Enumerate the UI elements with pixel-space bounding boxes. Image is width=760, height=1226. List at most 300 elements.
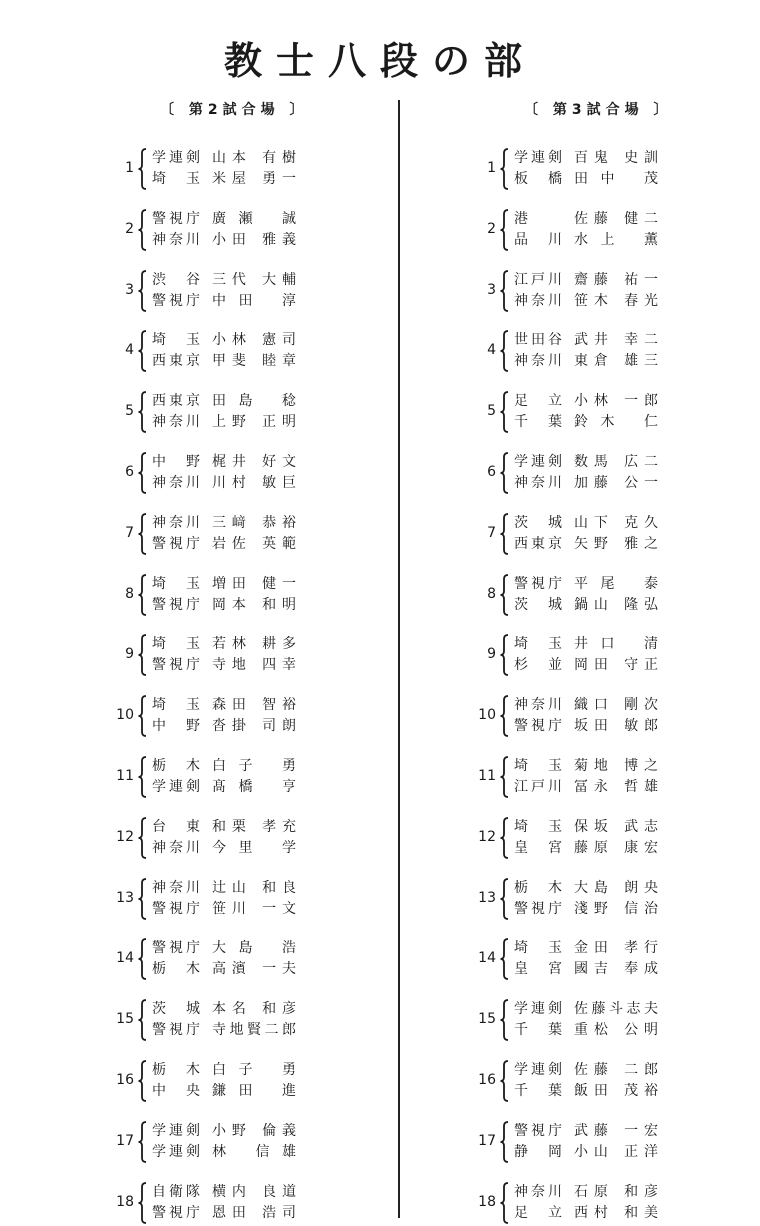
competitor-top xyxy=(152,1121,300,1141)
match-entry xyxy=(466,938,662,982)
competitor-name: 武井 幸二 xyxy=(574,332,658,348)
competitor-top xyxy=(514,695,662,715)
competitor-top xyxy=(152,391,300,411)
bracket-brace-icon xyxy=(138,391,147,433)
match-entry xyxy=(104,634,300,678)
bracket-brace-icon xyxy=(500,1182,509,1224)
competitor-affiliation: 警視庁 xyxy=(514,576,562,592)
competitor-affiliation: 神奈川 xyxy=(514,697,562,713)
competitor-affiliation: 江戸川 xyxy=(514,272,562,288)
match-entry xyxy=(104,574,300,618)
competitor-top xyxy=(152,1182,300,1202)
match-number: 8 xyxy=(487,586,496,602)
competitor-top xyxy=(514,330,662,350)
competitor-affiliation: 学連剣 xyxy=(514,454,562,470)
match-entry xyxy=(104,148,300,192)
competitor-affiliation: 警視庁 xyxy=(152,597,200,613)
competitor-name: 大島 浩 xyxy=(212,940,296,956)
competitor-name: 冨永 哲雄 xyxy=(574,779,658,795)
competitor-top xyxy=(514,1121,662,1141)
competitor-name: 小野 倫義 xyxy=(212,1123,296,1139)
competitor-bottom xyxy=(514,959,662,979)
match-number: 7 xyxy=(125,525,134,541)
match-number: 15 xyxy=(116,1011,134,1027)
competitor-bottom xyxy=(152,412,300,432)
competitor-affiliation: 学連剣 xyxy=(152,1144,200,1160)
competitor-top xyxy=(152,270,300,290)
bracket-brace-icon xyxy=(500,148,509,190)
competitor-name: 和栗 孝充 xyxy=(212,819,296,835)
match-entry xyxy=(104,513,300,557)
match-entry xyxy=(466,513,662,557)
competitor-bottom xyxy=(514,655,662,675)
competitor-bottom xyxy=(152,473,300,493)
competitor-affiliation: 神奈川 xyxy=(514,475,562,491)
competitor-top xyxy=(514,574,662,594)
competitor-name: 寺地賢二郎 xyxy=(212,1022,296,1038)
match-number: 17 xyxy=(116,1133,134,1149)
competitor-top xyxy=(514,634,662,654)
competitor-affiliation: 西東京 xyxy=(514,536,562,552)
bracket-brace-icon xyxy=(138,209,147,251)
competitor-top xyxy=(152,695,300,715)
competitor-name: 加藤 公一 xyxy=(574,475,658,491)
competitor-affiliation: 茨 城 xyxy=(514,515,562,531)
bracket-brace-icon xyxy=(500,209,509,251)
match-entry xyxy=(466,999,662,1043)
match-number: 9 xyxy=(125,646,134,662)
competitor-name: 矢野 雅之 xyxy=(574,536,658,552)
competitor-affiliation: 品 川 xyxy=(514,232,562,248)
competitor-name: 白子 勇 xyxy=(212,1062,296,1078)
competitor-bottom xyxy=(152,716,300,736)
competitor-affiliation: 神奈川 xyxy=(152,840,200,856)
competitor-affiliation: 港 xyxy=(514,211,528,227)
competitor-top xyxy=(152,756,300,776)
match-number: 11 xyxy=(116,768,134,784)
bracket-brace-icon xyxy=(500,574,509,616)
match-entry xyxy=(466,391,662,435)
column-divider xyxy=(398,100,400,1218)
match-entry xyxy=(466,452,662,496)
match-entry xyxy=(466,878,662,922)
competitor-name: 林 信雄 xyxy=(212,1144,296,1160)
competitor-bottom xyxy=(152,959,300,979)
competitor-bottom xyxy=(514,716,662,736)
competitor-name: 廣瀬 誠 xyxy=(212,211,296,227)
bracket-brace-icon xyxy=(138,330,147,372)
competitor-name: 田中 茂 xyxy=(574,171,658,187)
competitor-affiliation: 警視庁 xyxy=(514,718,562,734)
match-entry xyxy=(466,756,662,800)
competitor-name: 田島 稔 xyxy=(212,393,296,409)
match-entry xyxy=(104,1182,300,1226)
competitor-top xyxy=(152,817,300,837)
match-entry xyxy=(466,270,662,314)
competitor-name: 織口 剛次 xyxy=(574,697,658,713)
competitor-bottom xyxy=(514,169,662,189)
bracket-brace-icon xyxy=(138,1121,147,1163)
match-entry xyxy=(466,1060,662,1104)
match-number: 5 xyxy=(487,403,496,419)
competitor-affiliation: 学連剣 xyxy=(152,150,200,166)
competitor-name: 岡本 和明 xyxy=(212,597,296,613)
competitor-affiliation: 静 岡 xyxy=(514,1144,562,1160)
competitor-affiliation: 埼 玉 xyxy=(514,940,562,956)
competitor-affiliation: 警視庁 xyxy=(152,1022,200,1038)
competitor-affiliation: 警視庁 xyxy=(152,536,200,552)
bracket-brace-icon xyxy=(500,1060,509,1102)
competitor-affiliation: 台 東 xyxy=(152,819,200,835)
competitor-affiliation: 警視庁 xyxy=(152,211,200,227)
competitor-name: 本名 和彦 xyxy=(212,1001,296,1017)
competitor-name: 中田 淳 xyxy=(212,293,296,309)
competitor-bottom xyxy=(514,351,662,371)
competitor-name: 若林 耕多 xyxy=(212,636,296,652)
competitor-affiliation: 埼 玉 xyxy=(152,636,200,652)
competitor-affiliation: 神奈川 xyxy=(514,293,562,309)
match-number: 10 xyxy=(478,707,496,723)
match-number: 4 xyxy=(487,342,496,358)
competitor-top xyxy=(514,1182,662,1202)
bracket-brace-icon xyxy=(138,1182,147,1224)
competitor-affiliation: 板 橋 xyxy=(514,171,562,187)
match-number: 16 xyxy=(116,1072,134,1088)
competitor-affiliation: 学連剣 xyxy=(514,1001,562,1017)
competitor-top xyxy=(152,938,300,958)
bracket-brace-icon xyxy=(138,817,147,859)
competitor-name: 石原 和彦 xyxy=(574,1184,658,1200)
competitor-name: 東倉 雄三 xyxy=(574,353,658,369)
competitor-name: 武藤 一宏 xyxy=(574,1123,658,1139)
bracket-brace-icon xyxy=(500,452,509,494)
match-number: 18 xyxy=(478,1194,496,1210)
match-number: 8 xyxy=(125,586,134,602)
competitor-top xyxy=(514,817,662,837)
competitor-affiliation: 千 葉 xyxy=(514,1022,562,1038)
match-number: 6 xyxy=(125,464,134,480)
match-number: 3 xyxy=(487,282,496,298)
match-entry xyxy=(104,878,300,922)
competitor-name: 鈴木 仁 xyxy=(574,414,658,430)
match-number: 13 xyxy=(116,890,134,906)
match-entry xyxy=(104,330,300,374)
competitor-name: 今里 学 xyxy=(212,840,296,856)
competitor-name: 笹川 一文 xyxy=(212,901,296,917)
match-number: 18 xyxy=(116,1194,134,1210)
competitor-name: 齋藤 祐一 xyxy=(574,272,658,288)
competitor-name: 藤原 康宏 xyxy=(574,840,658,856)
competitor-bottom xyxy=(514,777,662,797)
match-entry xyxy=(466,634,662,678)
competitor-affiliation: 茨 城 xyxy=(514,597,562,613)
match-entry xyxy=(466,695,662,739)
match-entry xyxy=(466,574,662,618)
competitor-name: 増田 健一 xyxy=(212,576,296,592)
match-entry xyxy=(104,756,300,800)
competitor-bottom xyxy=(514,1081,662,1101)
competitor-affiliation: 埼 玉 xyxy=(152,332,200,348)
competitor-top xyxy=(152,148,300,168)
competitor-bottom xyxy=(152,534,300,554)
competitor-affiliation: 栃 木 xyxy=(514,880,562,896)
competitor-name: 辻山 和良 xyxy=(212,880,296,896)
match-entry xyxy=(104,391,300,435)
competitor-bottom xyxy=(514,291,662,311)
bracket-brace-icon xyxy=(500,938,509,980)
match-number: 16 xyxy=(478,1072,496,1088)
match-entry xyxy=(466,1182,662,1226)
competitor-top xyxy=(152,878,300,898)
competitor-affiliation: 警視庁 xyxy=(514,901,562,917)
competitor-name: 岡田 守正 xyxy=(574,657,658,673)
competitor-name: 沓掛 司朗 xyxy=(212,718,296,734)
competitor-affiliation: 西東京 xyxy=(152,353,200,369)
bracket-brace-icon xyxy=(500,695,509,737)
match-entry xyxy=(104,209,300,253)
competitor-affiliation: 神奈川 xyxy=(152,232,200,248)
competitor-name: 川村 敏巨 xyxy=(212,475,296,491)
competitor-top xyxy=(152,209,300,229)
competitor-bottom xyxy=(514,412,662,432)
competitor-top xyxy=(514,148,662,168)
competitor-affiliation: 神奈川 xyxy=(514,1184,562,1200)
competitor-name: 小田 雅義 xyxy=(212,232,296,248)
competitor-bottom xyxy=(514,230,662,250)
competitor-name: 菊地 博之 xyxy=(574,758,658,774)
competitor-name: 高濱 一夫 xyxy=(212,961,296,977)
competitor-affiliation: 警視庁 xyxy=(152,293,200,309)
competitor-name: 水上 薫 xyxy=(574,232,658,248)
match-entry xyxy=(104,817,300,861)
competitor-top xyxy=(152,634,300,654)
bracket-brace-icon xyxy=(138,1060,147,1102)
competitor-affiliation: 神奈川 xyxy=(152,414,200,430)
competitor-name: 山下 克久 xyxy=(574,515,658,531)
match-number: 11 xyxy=(478,768,496,784)
match-number: 1 xyxy=(487,160,496,176)
competitor-bottom xyxy=(152,838,300,858)
competitor-affiliation: 世田谷 xyxy=(514,332,562,348)
competitor-affiliation: 茨 城 xyxy=(152,1001,200,1017)
competitor-name: 重松 公明 xyxy=(574,1022,658,1038)
competitor-bottom xyxy=(514,534,662,554)
competitor-name: 甲斐 睦章 xyxy=(212,353,296,369)
competitor-name: 平尾 泰 xyxy=(574,576,658,592)
competitor-name: 梶井 好文 xyxy=(212,454,296,470)
match-number: 2 xyxy=(125,221,134,237)
match-number: 13 xyxy=(478,890,496,906)
match-entry xyxy=(466,330,662,374)
competitor-bottom xyxy=(514,1203,662,1223)
venue-3-heading: 〔 第3試合場 〕 xyxy=(524,102,673,118)
competitor-top xyxy=(514,938,662,958)
competitor-affiliation: 埼 玉 xyxy=(152,171,200,187)
competitor-bottom xyxy=(514,1020,662,1040)
bracket-brace-icon xyxy=(138,695,147,737)
competitor-affiliation: 警視庁 xyxy=(152,657,200,673)
match-entry xyxy=(104,452,300,496)
competitor-name: 小林 一郎 xyxy=(574,393,658,409)
match-number: 1 xyxy=(125,160,134,176)
competitor-name: 佐藤 二郎 xyxy=(574,1062,658,1078)
competitor-name: 三代 大輔 xyxy=(212,272,296,288)
match-entry xyxy=(104,270,300,314)
competitor-bottom xyxy=(152,291,300,311)
competitor-affiliation: 埼 玉 xyxy=(514,636,562,652)
match-number: 2 xyxy=(487,221,496,237)
competitor-name: 飯田 茂裕 xyxy=(574,1083,658,1099)
match-number: 17 xyxy=(478,1133,496,1149)
competitor-bottom xyxy=(514,899,662,919)
bracket-brace-icon xyxy=(500,270,509,312)
competitor-name: 淺野 信治 xyxy=(574,901,658,917)
match-number: 12 xyxy=(478,829,496,845)
bracket-brace-icon xyxy=(138,574,147,616)
match-number: 6 xyxy=(487,464,496,480)
bracket-brace-icon xyxy=(500,756,509,798)
competitor-top xyxy=(514,391,662,411)
match-number: 5 xyxy=(125,403,134,419)
competitor-affiliation: 足 立 xyxy=(514,393,562,409)
match-entry xyxy=(104,1060,300,1104)
competitor-affiliation: 神奈川 xyxy=(514,353,562,369)
match-entry xyxy=(466,148,662,192)
match-entry xyxy=(466,1121,662,1165)
match-number: 9 xyxy=(487,646,496,662)
bracket-brace-icon xyxy=(138,148,147,190)
venue-2-heading: 〔 第2試合場 〕 xyxy=(160,102,309,118)
competitor-name: 横内 良道 xyxy=(212,1184,296,1200)
competitor-name: 西村 和美 xyxy=(574,1205,658,1221)
competitor-name: 保坂 武志 xyxy=(574,819,658,835)
match-entry xyxy=(104,695,300,739)
competitor-affiliation: 江戸川 xyxy=(514,779,562,795)
match-number: 4 xyxy=(125,342,134,358)
competitor-bottom xyxy=(514,838,662,858)
competitor-affiliation: 栃 木 xyxy=(152,758,200,774)
competitor-top xyxy=(514,209,662,229)
competitor-top xyxy=(514,999,662,1019)
competitor-bottom xyxy=(152,1203,300,1223)
competitor-name: 鎌田 進 xyxy=(212,1083,296,1099)
bracket-brace-icon xyxy=(138,513,147,555)
bracket-brace-icon xyxy=(500,634,509,676)
bracket-brace-icon xyxy=(500,999,509,1041)
competitor-top xyxy=(514,878,662,898)
competitor-affiliation: 渋 谷 xyxy=(152,272,200,288)
match-number: 15 xyxy=(478,1011,496,1027)
competitor-affiliation: 足 立 xyxy=(514,1205,562,1221)
competitor-name: 佐藤斗志夫 xyxy=(574,1001,658,1017)
competitor-affiliation: 学連剣 xyxy=(152,1123,200,1139)
competitor-top xyxy=(514,1060,662,1080)
competitor-affiliation: 栃 木 xyxy=(152,961,200,977)
competitor-affiliation: 皇 宮 xyxy=(514,961,562,977)
competitor-name: 國吉 奉成 xyxy=(574,961,658,977)
match-number: 12 xyxy=(116,829,134,845)
competitor-affiliation: 中 央 xyxy=(152,1083,200,1099)
competitor-affiliation: 埼 玉 xyxy=(152,576,200,592)
competitor-top xyxy=(152,513,300,533)
competitor-bottom xyxy=(152,230,300,250)
competitor-name: 寺地 四幸 xyxy=(212,657,296,673)
competitor-name: 上野 正明 xyxy=(212,414,296,430)
competitor-name: 鍋山 隆弘 xyxy=(574,597,658,613)
competitor-affiliation: 皇 宮 xyxy=(514,840,562,856)
competitor-bottom xyxy=(152,1020,300,1040)
competitor-top xyxy=(152,330,300,350)
competitor-top xyxy=(152,999,300,1019)
competitor-bottom xyxy=(152,1142,300,1162)
match-entry xyxy=(466,209,662,253)
bracket-brace-icon xyxy=(500,1121,509,1163)
competitor-top xyxy=(152,1060,300,1080)
competitor-top xyxy=(514,270,662,290)
competitor-bottom xyxy=(152,1081,300,1101)
match-number: 14 xyxy=(116,950,134,966)
competitor-name: 佐藤 健二 xyxy=(574,211,658,227)
competitor-top xyxy=(514,452,662,472)
competitor-bottom xyxy=(152,169,300,189)
competitor-name: 山本 有樹 xyxy=(212,150,296,166)
competitor-name: 笹木 春光 xyxy=(574,293,658,309)
competitor-bottom xyxy=(152,595,300,615)
bracket-brace-icon xyxy=(138,938,147,980)
competitor-bottom xyxy=(152,777,300,797)
competitor-top xyxy=(514,513,662,533)
competitor-name: 小林 憲司 xyxy=(212,332,296,348)
competitor-affiliation: 神奈川 xyxy=(152,475,200,491)
bracket-brace-icon xyxy=(500,513,509,555)
competitor-name: 三﨑 恭裕 xyxy=(212,515,296,531)
competitor-affiliation: 中 野 xyxy=(152,454,200,470)
competitor-affiliation: 中 野 xyxy=(152,718,200,734)
competitor-affiliation: 埼 玉 xyxy=(514,758,562,774)
competitor-bottom xyxy=(152,351,300,371)
competitor-name: 白子 勇 xyxy=(212,758,296,774)
competitor-affiliation: 杉 並 xyxy=(514,657,562,673)
bracket-brace-icon xyxy=(500,330,509,372)
competitor-top xyxy=(514,756,662,776)
competitor-bottom xyxy=(152,899,300,919)
competitor-affiliation: 千 葉 xyxy=(514,414,562,430)
competitor-name: 髙橋 亨 xyxy=(212,779,296,795)
competitor-affiliation: 学連剣 xyxy=(514,1062,562,1078)
competitor-affiliation: 栃 木 xyxy=(152,1062,200,1078)
match-number: 7 xyxy=(487,525,496,541)
bracket-brace-icon xyxy=(138,452,147,494)
competitor-top xyxy=(152,452,300,472)
bracket-brace-icon xyxy=(138,756,147,798)
competitor-top xyxy=(152,574,300,594)
bracket-brace-icon xyxy=(138,999,147,1041)
competitor-name: 大島 朗央 xyxy=(574,880,658,896)
competitor-affiliation: 千 葉 xyxy=(514,1083,562,1099)
competitor-affiliation: 警視庁 xyxy=(152,1205,200,1221)
match-number: 3 xyxy=(125,282,134,298)
match-entry xyxy=(104,1121,300,1165)
competitor-name: 百鬼 史訓 xyxy=(574,150,658,166)
bracket-brace-icon xyxy=(138,270,147,312)
bracket-brace-icon xyxy=(500,817,509,859)
competitor-affiliation: 警視庁 xyxy=(152,901,200,917)
competitor-bottom xyxy=(514,1142,662,1162)
competitor-affiliation: 神奈川 xyxy=(152,880,200,896)
competitor-bottom xyxy=(152,655,300,675)
match-number: 10 xyxy=(116,707,134,723)
competitor-bottom xyxy=(514,473,662,493)
